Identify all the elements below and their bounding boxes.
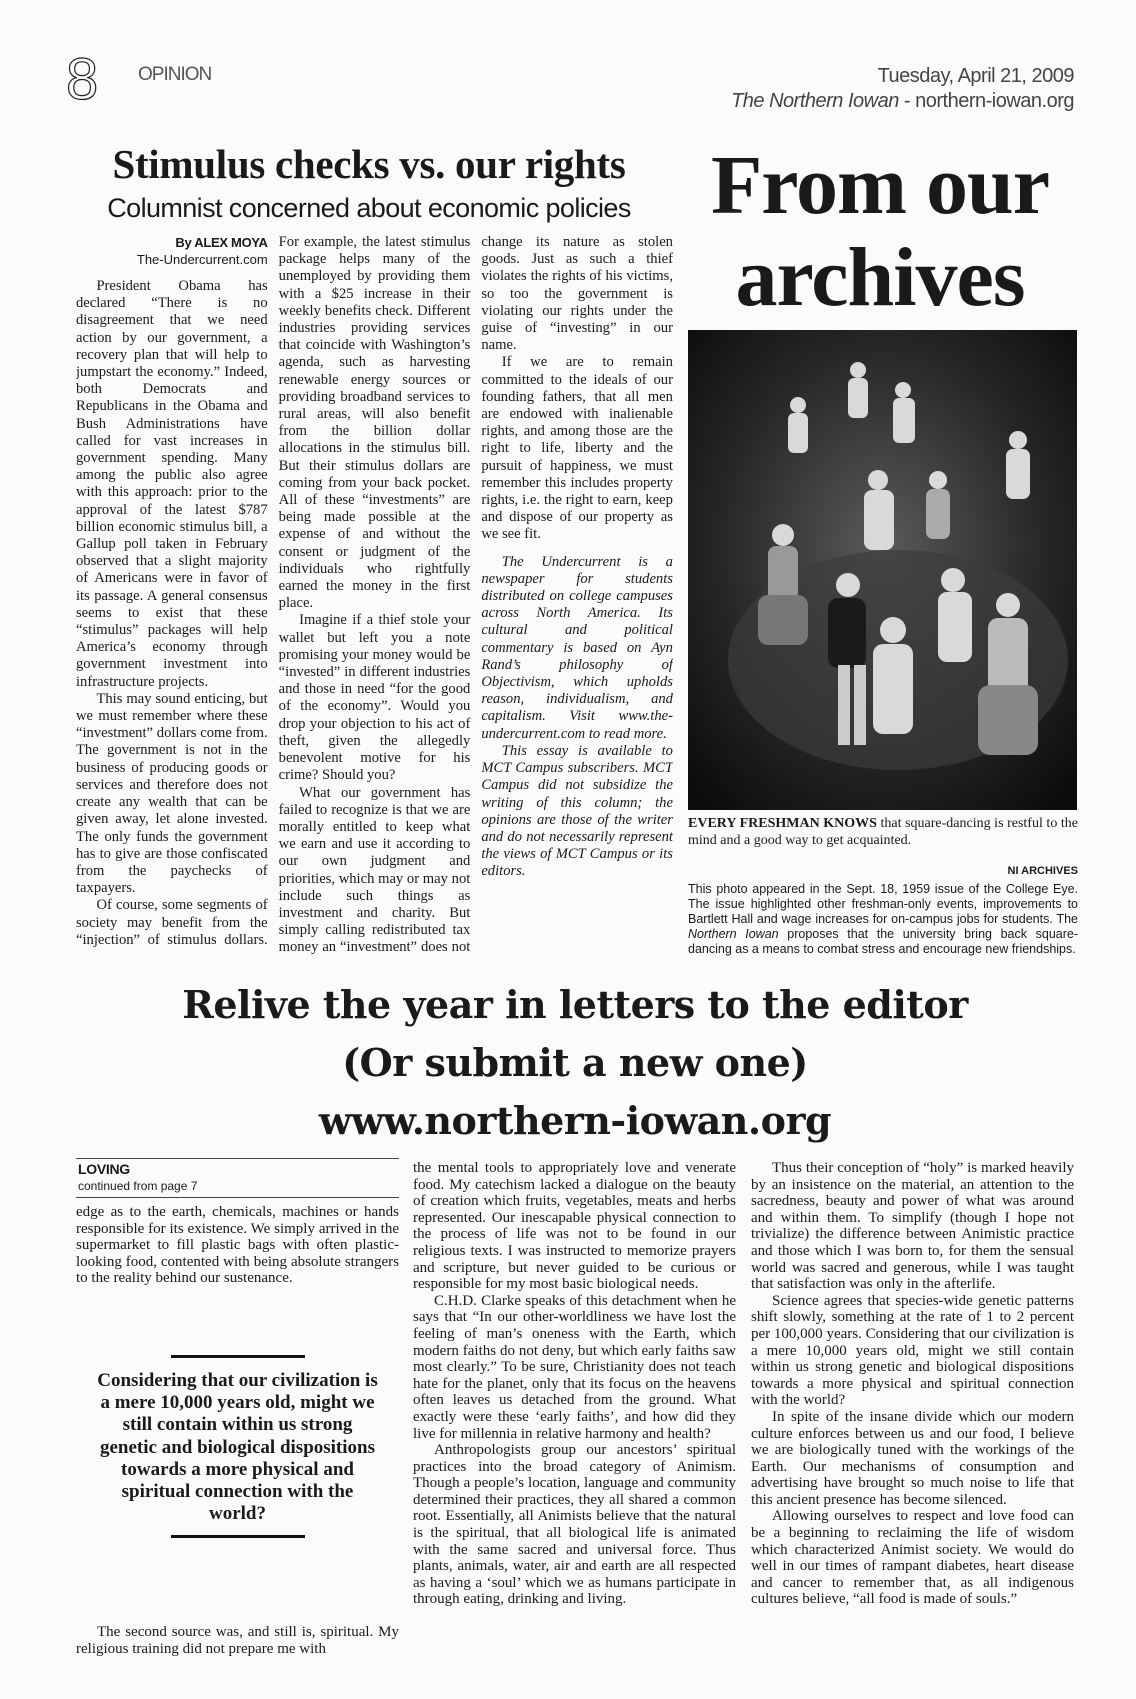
paper-info — [731, 89, 1074, 114]
continuation-header — [76, 1158, 399, 1198]
pull-quote-text: Considering that our civilization is a mere 10,000 years old, might we still contain within us strong genetic and biological dispositions towards a more physical and spiritual connection with the world? — [97, 1370, 378, 1525]
byline — [76, 234, 268, 268]
article-paragraph: Of course, some segments of society may benefit from the “injection” of stimulus dollars. For example, the latest stimulus package helps many of the unemployed by providing them with a $25 increase in their weekly benefits check. Different industries providing services that coincide with Washington’s agenda, such as harvesting renewable energy sources or providing broadband services to rural areas, will also benefit from the billion dollar allocations in the stimulus bill. But their stimulus dollars are coming from your back pocket. All of these “investments” are being made possible at the expense of and without the consent or judgment of the individuals who rightfully earned the money in the first place. — [76, 234, 471, 948]
paper-website: northern-iowan.org — [915, 90, 1074, 112]
author-note: The Undercurrent is a newspaper for students distributed on college campuses across North America. Its cultural and political commentary is based on Ayn Rand’s philosophy of Objectivism, which upholds reason, individualism, and capitalism. Visit www.the-undercurrent.com to read more. — [481, 553, 673, 742]
letters-banner — [60, 976, 1090, 1150]
continuation-kicker: LOVING — [78, 1161, 130, 1177]
section-label: OPINION — [138, 64, 212, 85]
article-paragraph: Thus their conception of “holy” is marked heavily by an insistence on the material, an attention to the sacredness, beauty and power of what was around and within them. To simplify (though I hope not trivialize) the difference between Animistic practice and those which I was born to, for them the sensual world was sacred and generous, while I was taught that satisfaction was only in the afterlife. — [751, 1160, 1074, 1293]
folio — [731, 64, 1074, 114]
photo-caption — [688, 815, 1078, 849]
article-headline: Stimulus checks vs. our rights — [112, 141, 626, 187]
loving-column-3 — [751, 1160, 1074, 1608]
square-dance-photo — [688, 330, 1077, 810]
loving-column-1 — [76, 1158, 399, 1287]
banner-line-2: (Or submit a new one) — [342, 1040, 808, 1085]
article-paragraph: the mental tools to appropriately love and venerate food. My catechism lacked a dialogue on the beauty of creation which fruits, vegetables, meats and herbs represented. Our inescapable physical connection to the process of life was not to be found in our religious texts. I was instructed to memorize prayers and scripture, but never guided to be curious or responsible for my most basic biological needs. — [413, 1160, 736, 1293]
page-number: 8 — [66, 47, 99, 112]
archive-photo — [688, 330, 1077, 810]
description-text: proposes that the university bring back square-dancing as a means to combat stress and encourage new friendships. — [688, 927, 1079, 956]
loving-column-2 — [413, 1160, 736, 1608]
article-paragraph: This may sound enticing, but we must remember where these “investment” dollars come from. The government is not in the business of producing goods or services and therefore does not create any wealth that can be given away, let alone invested. The only funds the government has to give are those confiscated from the paychecks of taxpayers. — [76, 690, 268, 897]
banner-line-1: Relive the year in letters to the editor — [182, 982, 968, 1027]
issue-date: Tuesday, April 21, 2009 — [877, 65, 1074, 87]
article-paragraph: Allowing ourselves to respect and love food can be a beginning to reclaiming the life of wisdom which characterized Animist society. We would do well in our times of rampant diabetes, heart disease and cancer to remember that, as all indigenous cultures believe, “all food is made of souls.” — [751, 1508, 1074, 1608]
pull-quote-rule — [171, 1535, 305, 1538]
continued-from: continued from page 7 — [78, 1179, 198, 1193]
caption-text: that square-dancing is restful to the mind and a good way to get acquainted. — [688, 816, 1079, 848]
paper-name: The Northern Iowan — [731, 90, 899, 112]
article-paragraph: In spite of the insane divide which our modern culture enforces between us and our food, I believe we are biologically tuned with the workings of the Earth. Our mechanisms of consumption and advertising have brought so much noise to life that this ancient presence has become silenced. — [751, 1408, 1074, 1508]
article-paragraph: The second source was, and still is, spiritual. My religious training did not prepare me with — [76, 1624, 399, 1657]
article-paragraph: Science agrees that species-wide genetic patterns shift slowly, something at the rate of 1 to 2 percent per 100,000 years. Considering that our civilization is a mere 10,000 years old, might we still contain within us strong genetic and biological dispositions towards a more physical and spiritual connection with the world? — [751, 1292, 1074, 1409]
article-paragraph: Imagine if a thief stole your wallet but left you a note promising your money would be “invested” in different industries and those in need “for the good of the economy”. Would you drop your objection to his act of theft, given the allegedly benevolent motive for his crime? Should you? — [278, 612, 471, 784]
paper-name-italic: Northern Iowan — [688, 927, 779, 941]
pull-quote-rule — [171, 1355, 305, 1358]
loving-column-1-end — [76, 1624, 399, 1657]
author: By ALEX MOYA — [175, 235, 268, 250]
article-paragraph: C.H.D. Clarke speaks of this detachment when he says that “In our other-worldliness we have lost the feeling of man’s oneness with the Earth, which modern faiths do not deny, but which early faiths saw most clearly.” To be sure, Christianity does not teach hate for the planet, only that its focus on the heavens often leaves us detached from the ground. What exactly were these ‘early faiths’, and how did they live for millennia in relative harmony and health? — [413, 1292, 736, 1442]
separator: - — [898, 90, 916, 112]
article-paragraph: edge as to the earth, chemicals, machines or hands responsible for its existence. We simply arrived in the supermarket to fill plastic bags with often plastic-looking food, contented with being absolute strangers to the reality behind our sustenance. — [76, 1204, 399, 1287]
syndication-note: This essay is available to MCT Campus subscribers. MCT Campus did not subsidize the writing of this column; the opinions are those of the writer and do not necessarily represent the views of MCT Campus or its editors. — [481, 742, 673, 880]
pull-quote — [76, 1355, 399, 1538]
description-text: This photo appeared in the Sept. 18, 1959 issue of the College Eye. The issue highlighted other freshman-only events, improvements to Bartlett Hall and wage increases for on-campus jobs for students. The — [688, 882, 1078, 926]
photo-credit: NI ARCHIVES — [1007, 865, 1078, 877]
caption-lead: EVERY FRESHMAN KNOWS — [688, 816, 877, 831]
photo-description — [688, 882, 1078, 957]
article-paragraph: If we are to remain committed to the ideals of our founding fathers, that all men are endowed with inalienable rights, and among those are the right to life, liberty and the pursuit of happiness, we must remember this includes property rights, i.e. the right to earn, keep and dispose of our property as we see fit. — [481, 354, 673, 543]
article-paragraph: What our government has failed to recognize is that we are morally entitled to keep what we earn and use it according to our own judgment and priorities, which may or may not include such things as investment and charity. But simply calling redistributed tax money an “investment” does not change its nature as stolen goods. Just as such a thief violates the rights of his victims, so too the government is violating our rights under the guise of “investing” in our name. — [278, 234, 673, 956]
author-source: The-Undercurrent.com — [136, 252, 268, 267]
article-body — [76, 234, 673, 960]
banner-url: www.northern-iowan.org — [318, 1098, 832, 1143]
article-paragraph: Anthropologists group our ancestors’ spiritual practices into the broad category of Animism. Though a people’s location, language and community determined their practices, they all shared a common root. Essentially, all Animists believe that the natural is the spiritual, that all biological life is animated with the same sacred and universal force. Thus plants, animals, water, air and earth are all respected as having a ‘soul’ which we as humans participate in through eating, drinking and living. — [413, 1442, 736, 1608]
article-paragraph: President Obama has declared “There is no disagreement that we need action by our government, a recovery plan that will help to jumpstart the economy.” Indeed, both Democrats and Republicans in the Obama and Bush Administrations have called for vast increases in government spending. Many among the public also agree with this approach: prior to the approval of the latest $787 billion economic stimulus bill, a Gallup poll taken in February observed that a slight majority of Americans were in favor of its passage. A general consensus seems to exist that these “stimulus” packages will help America’s economy through government investment into infrastructure projects. — [76, 278, 268, 690]
archives-title: From our archives — [710, 139, 1050, 324]
article-subhead: Columnist concerned about economic policies — [107, 193, 631, 223]
